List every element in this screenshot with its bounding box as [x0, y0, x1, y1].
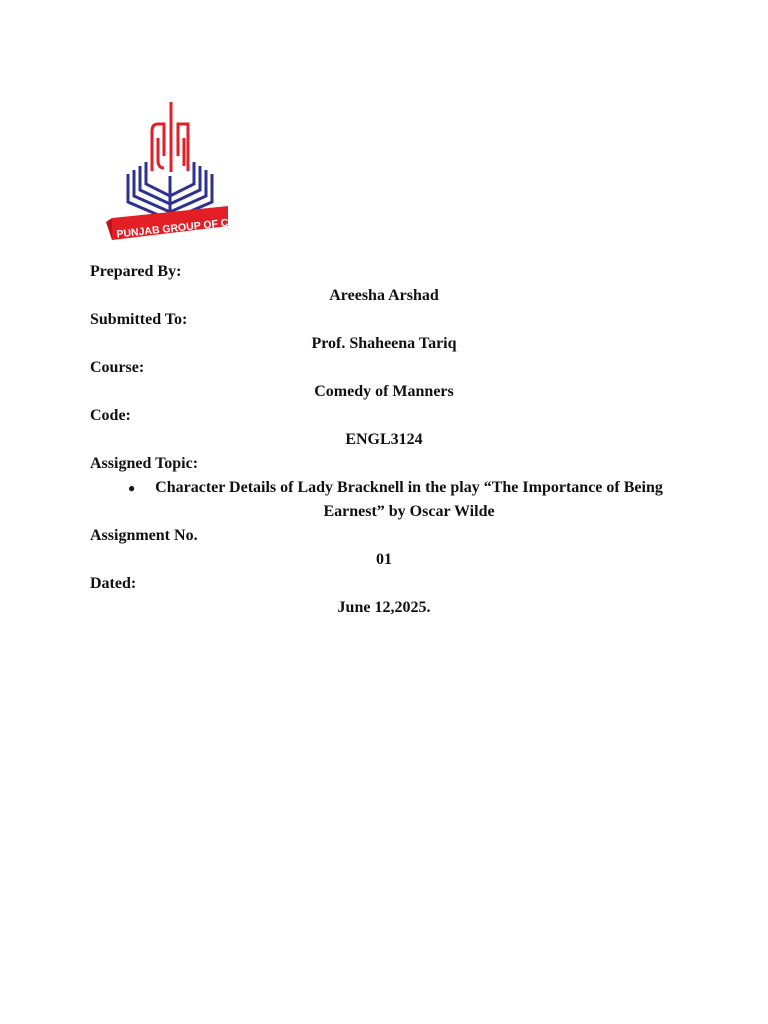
cover-page-details — [90, 260, 680, 620]
code-label: Code: — [90, 407, 131, 424]
assigned-topic-value: Character Details of Lady Bracknell in the play “The Importance of Being Earnest” by Oscar Wilde — [155, 479, 663, 520]
course-label: Course: — [90, 359, 145, 376]
dated-value: June 12,2025. — [337, 599, 431, 616]
course-value: Comedy of Manners — [314, 383, 454, 400]
submitted-to-label: Submitted To: — [90, 311, 188, 328]
submitted-to-value: Prof. Shaheena Tariq — [311, 335, 457, 352]
dated-label: Dated: — [90, 575, 137, 592]
punjab-group-of-colleges-logo — [92, 96, 279, 256]
assigned-topic-item — [128, 476, 668, 524]
bullet-icon: ● — [128, 481, 136, 495]
assignment-no-value: 01 — [376, 551, 392, 568]
svg-text:PUNJAB GROUP OF COLLEGES: PUNJAB GROUP OF COLLEGES — [115, 211, 279, 241]
assignment-no-label: Assignment No. — [90, 527, 198, 544]
prepared-by-value: Areesha Arshad — [329, 287, 439, 304]
code-value: ENGL3124 — [345, 431, 423, 448]
assigned-topic-label: Assigned Topic: — [90, 455, 199, 472]
prepared-by-label: Prepared By: — [90, 263, 182, 280]
college-logo — [92, 96, 279, 256]
